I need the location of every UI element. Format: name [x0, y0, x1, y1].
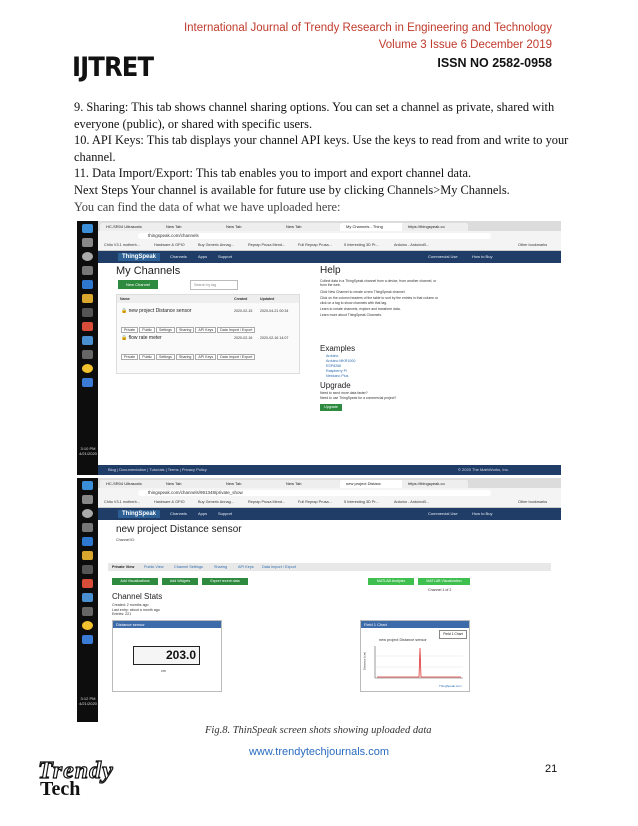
bookmark-5[interactable]: Full Reprap Prusa... — [298, 500, 332, 504]
bookmark-5[interactable]: Full Reprap Prusa... — [298, 243, 332, 247]
example-esp8266[interactable]: ESP8266 — [326, 364, 342, 368]
thingspeak-nav — [98, 508, 561, 520]
windows-start-icon[interactable] — [82, 481, 93, 490]
bookmark-2[interactable]: Hardware & GPIO — [154, 500, 185, 504]
settings-icon[interactable] — [82, 364, 93, 373]
url-field[interactable]: thingspeak.com/channels/991348/private_show — [138, 490, 491, 496]
col-name[interactable]: Name — [120, 297, 130, 301]
footer-copyright: © 2020 The MathWorks, Inc. — [458, 467, 509, 472]
address-bar-row — [98, 488, 561, 498]
clock-date: 4/21/2020 — [79, 701, 97, 706]
distance-unit: cm — [161, 669, 166, 673]
windows-taskbar — [77, 478, 98, 722]
channel-1-buttons — [121, 318, 255, 332]
taskbar-clock — [78, 696, 98, 706]
screenshot-my-channels — [77, 221, 561, 475]
tab-thingspeak[interactable]: https://thingspeak.co — [402, 223, 468, 231]
row1-public[interactable]: Public — [139, 327, 155, 333]
browser-tab-strip — [98, 478, 561, 488]
bookmark-6[interactable]: 5 Interesting 3D Pr... — [344, 243, 379, 247]
help-line-4: Learn to create channels, explore and transform data. — [320, 307, 401, 312]
lock-icon: 🔒 — [121, 335, 129, 341]
word-icon[interactable] — [82, 378, 93, 387]
photos-icon[interactable] — [82, 593, 93, 602]
windows-taskbar — [77, 221, 98, 475]
help-line-1: Collect data in a ThingSpeak channel from a device, from another channel, or from the web. — [320, 279, 437, 288]
row1-private[interactable]: Private — [121, 327, 138, 333]
lock-icon: 🔒 — [121, 308, 129, 314]
tab-new-1[interactable]: New Tab — [160, 223, 222, 231]
url-field[interactable]: thingspeak.com/channels — [138, 233, 491, 239]
field1-chart-widget — [360, 620, 470, 692]
chart-widget-title: Field 1 Chart — [361, 621, 469, 628]
example-mkr1000[interactable]: Arduino MKR1000 — [326, 359, 356, 363]
taskbar-clock — [78, 446, 98, 456]
bookmark-4[interactable]: Reprap Prusa Mend... — [248, 243, 286, 247]
nav-how-to-buy[interactable]: How to Buy — [472, 511, 493, 516]
brand-tech: Tech — [40, 778, 81, 800]
bookmark-7[interactable]: Arduino - ArduinoB... — [394, 500, 430, 504]
channel-stats-heading: Channel Stats — [112, 592, 163, 601]
distance-series-line — [377, 648, 461, 677]
channel-created-1: 2020-02-15 — [234, 309, 253, 313]
tab-new-2[interactable]: New Tab — [220, 223, 282, 231]
row1-api-keys[interactable]: API Keys — [195, 327, 216, 333]
bookmark-1[interactable]: Chitu V3.1 motherb... — [104, 243, 140, 247]
tab-hc-sr04[interactable]: HC-SR04 Ultrasonic — [100, 223, 162, 231]
nav-commercial-use[interactable]: Commercial Use — [428, 254, 458, 259]
upgrade-button[interactable]: Upgrade — [320, 404, 342, 411]
photos-icon[interactable] — [82, 336, 93, 345]
upgrade-text — [320, 391, 440, 401]
word-icon[interactable] — [82, 635, 93, 644]
thingspeak-nav — [98, 251, 561, 263]
channel-2-buttons — [121, 345, 255, 359]
browser-tab-strip — [98, 221, 561, 231]
clock-date: 4/21/2020 — [79, 451, 97, 456]
journal-name: International Journal of Trendy Research in Engineering and Technology — [183, 22, 552, 34]
channel-stats — [112, 603, 160, 617]
thingspeak-logo[interactable]: ThingSpeak — [118, 510, 160, 518]
row2-private[interactable]: Private — [121, 354, 138, 360]
figure-caption: Fig.8. ThinSpeak screen shots showing uploaded data — [205, 725, 432, 736]
nav-channels[interactable]: Channels — [170, 511, 187, 516]
tab-sharing[interactable]: Sharing — [214, 565, 228, 569]
tag-search-placeholder: Search by tag — [194, 283, 217, 287]
help-text — [320, 279, 440, 318]
nav-apps[interactable]: Apps — [198, 511, 208, 516]
website-link[interactable]: www.trendytechjournals.com — [248, 746, 389, 758]
examples-list — [326, 354, 355, 379]
task-view-icon[interactable] — [82, 523, 93, 532]
clock-time: 3:12 PM — [80, 696, 96, 701]
journal-logo: IJTRET — [72, 52, 154, 83]
nav-support[interactable]: Support — [218, 254, 233, 259]
example-arduino[interactable]: Arduino — [326, 354, 339, 358]
issn: ISSN NO 2582-0958 — [437, 56, 552, 70]
bookmark-1[interactable]: Chitu V3.1 motherb... — [104, 500, 140, 504]
tab-new-2[interactable]: New Tab — [220, 480, 282, 488]
paragraph-import-export: 11. Data Import/Export: This tab enables you to import and export channel data. — [74, 166, 472, 181]
row2-api-keys[interactable]: API Keys — [195, 354, 216, 360]
bookmark-2[interactable]: Hardware & GPIO — [154, 243, 185, 247]
app-icon[interactable] — [82, 607, 93, 616]
tab-new-1[interactable]: New Tab — [160, 480, 222, 488]
help-line-5: Learn more about ThingSpeak Channels. — [320, 313, 382, 318]
footer-links[interactable]: Blog | Documentation | Tutorials | Terms | Privacy Policy — [108, 467, 207, 472]
bookmarks-bar — [98, 241, 561, 251]
file-explorer-icon[interactable] — [82, 294, 93, 303]
example-netduino[interactable]: Netduino Plus — [326, 374, 349, 378]
task-view-icon[interactable] — [82, 266, 93, 275]
channel-pager[interactable]: Channel 1 of 2 — [428, 588, 452, 592]
search-icon[interactable] — [82, 238, 93, 247]
add-visualizations-button[interactable]: Add Visualizations — [112, 578, 158, 585]
thingspeak-footer — [98, 465, 561, 475]
bookmark-other[interactable]: Other bookmarks — [518, 500, 548, 504]
channels-table — [116, 294, 300, 374]
examples-heading: Examples — [320, 344, 356, 353]
cortana-icon[interactable] — [82, 509, 93, 518]
distance-value: 203.0 — [133, 646, 200, 665]
row1-sharing[interactable]: Sharing — [176, 327, 194, 333]
clock-time: 3:10 PM — [80, 446, 96, 451]
bookmark-3[interactable]: Buy Generic Annag... — [198, 500, 234, 504]
channel-updated-1: 2020-04-21 00:34 — [260, 309, 289, 313]
tab-my-channels[interactable]: My Channels - Thing — [340, 223, 404, 231]
edge-icon[interactable] — [82, 280, 93, 289]
chart-credit: ThingSpeak.com — [439, 684, 462, 688]
paragraph-sharing: 9. Sharing: This tab shows channel sharing options. You can set a channel as private, shared with everyone (public), or shared with specific users. — [74, 100, 555, 131]
nav-commercial-use[interactable]: Commercial Use — [428, 511, 458, 516]
thingspeak-logo[interactable]: ThingSpeak — [118, 253, 160, 261]
bookmark-7[interactable]: Arduino - ArduinoB... — [394, 243, 430, 247]
settings-icon[interactable] — [82, 621, 93, 630]
row2-settings[interactable]: Settings — [156, 354, 175, 360]
tab-private-view[interactable]: Private View — [112, 565, 135, 569]
channel-name-2[interactable] — [121, 335, 162, 341]
tab-api-keys[interactable]: API Keys — [238, 565, 254, 569]
cortana-icon[interactable] — [82, 252, 93, 261]
channel-updated-2: 2020-02-16 14:07 — [260, 336, 289, 340]
help-line-3: Click on the column headers of the table to sort by the entries in that column or click on a tag to show channels with that tag. — [320, 296, 439, 305]
tab-hc-sr04[interactable]: HC-SR04 Ultrasonic — [100, 480, 162, 488]
nav-how-to-buy[interactable]: How to Buy — [472, 254, 493, 259]
channel-name-1[interactable] — [121, 308, 191, 314]
help-heading: Help — [320, 265, 341, 276]
tag-search-input[interactable] — [190, 280, 238, 290]
tab-new-3[interactable]: New Tab — [280, 480, 342, 488]
edge-icon[interactable] — [82, 537, 93, 546]
new-channel-button[interactable]: New Channel — [118, 280, 158, 289]
bookmark-4[interactable]: Reprap Prusa Mend... — [248, 500, 286, 504]
chart-tooltip: Field 1 Chart — [439, 630, 467, 639]
export-data-button[interactable]: Export recent data — [202, 578, 248, 585]
paragraph-next-steps: Next Steps Your channel is available for future use by clicking Channels>My Channels. — [74, 182, 510, 197]
row2-public[interactable]: Public — [139, 354, 155, 360]
stat-created: Created: 2 months ago — [112, 603, 149, 607]
tab-new-3[interactable]: New Tab — [280, 223, 342, 231]
matlab-visualization-button[interactable]: MATLAB Visualization — [418, 578, 470, 585]
tab-distance-sensor[interactable]: new project Distanc — [340, 480, 404, 488]
tab-data-import-export[interactable]: Data Import / Export — [262, 565, 296, 569]
col-updated[interactable]: Updated — [260, 297, 275, 301]
stat-last-entry: Last entry: about a month ago — [112, 607, 160, 612]
thingspeak-channel-page — [98, 508, 561, 722]
add-widgets-button[interactable]: Add Widgets — [162, 578, 198, 585]
nav-support[interactable]: Support — [218, 511, 233, 516]
brand-trendy: Trendy — [38, 758, 114, 784]
channel-id-label: Channel ID: — [116, 538, 135, 542]
screenshot-channel-view — [77, 478, 561, 722]
row1-data-import-export[interactable]: Data Import / Export — [217, 327, 255, 333]
chrome-icon[interactable] — [82, 322, 93, 331]
stat-entries: Entries: 221 — [112, 612, 132, 617]
upgrade-line-2: Need to use ThingSpeak for a commercial project? — [320, 396, 397, 400]
bookmark-other[interactable]: Other bookmarks — [518, 243, 548, 247]
nav-apps[interactable]: Apps — [198, 254, 208, 259]
chart-title: new project Distance sensor — [379, 638, 427, 642]
help-line-2: Click New Channel to create a new ThingSpeak channel. — [320, 289, 406, 294]
distance-numeric-widget — [112, 620, 222, 692]
row2-data-import-export[interactable]: Data Import / Export — [217, 354, 255, 360]
channel-name-2-text: flow rate meter — [128, 335, 162, 341]
example-raspberry-pi[interactable]: Raspberry Pi — [326, 369, 347, 373]
windows-start-icon[interactable] — [82, 224, 93, 233]
col-created[interactable]: Created — [234, 297, 248, 301]
row1-settings[interactable]: Settings — [156, 327, 175, 333]
volume-info: Volume 3 Issue 6 December 2019 — [378, 39, 552, 51]
chart-ylabel: Distance (cm) — [362, 651, 367, 671]
nav-channels[interactable]: Channels — [170, 254, 187, 259]
upgrade-heading: Upgrade — [320, 381, 351, 390]
matlab-analysis-button[interactable]: MATLAB Analysis — [368, 578, 414, 585]
channel-subtabs — [108, 563, 551, 571]
widget-title: Distance sensor — [113, 621, 221, 628]
paragraph-lead-in: You can find the data of what we have uploaded here: — [74, 199, 341, 214]
tab-public-view[interactable]: Public View — [144, 565, 164, 569]
paragraph-api-keys: 10. API Keys: This tab displays your channel API keys. Use the keys to read from and write to your channel. — [74, 133, 569, 164]
tab-thingspeak[interactable]: https://thingspeak.co — [402, 480, 468, 488]
bookmark-3[interactable]: Buy Generic Annag... — [198, 243, 234, 247]
thingspeak-page — [98, 251, 561, 475]
address-bar-row — [98, 231, 561, 241]
row2-sharing[interactable]: Sharing — [176, 354, 194, 360]
body-text — [74, 99, 574, 215]
bookmark-6[interactable]: 5 Interesting 3D Pr... — [344, 500, 379, 504]
page-number: 21 — [545, 763, 558, 775]
channel-name-1-text: new project Distance sensor — [128, 308, 192, 314]
channel-created-2: 2020-02-16 — [234, 336, 253, 340]
tab-channel-settings[interactable]: Channel Settings — [174, 565, 203, 569]
store-icon[interactable] — [82, 565, 93, 574]
app-icon[interactable] — [82, 350, 93, 359]
file-explorer-icon[interactable] — [82, 551, 93, 560]
channel-title: new project Distance sensor — [116, 524, 242, 535]
store-icon[interactable] — [82, 308, 93, 317]
search-icon[interactable] — [82, 495, 93, 504]
bookmarks-bar — [98, 498, 561, 508]
my-channels-heading: My Channels — [116, 265, 181, 277]
chrome-icon[interactable] — [82, 579, 93, 588]
chart-plot-area — [371, 644, 465, 682]
upgrade-line-1: Need to send more data faster? — [320, 391, 368, 395]
